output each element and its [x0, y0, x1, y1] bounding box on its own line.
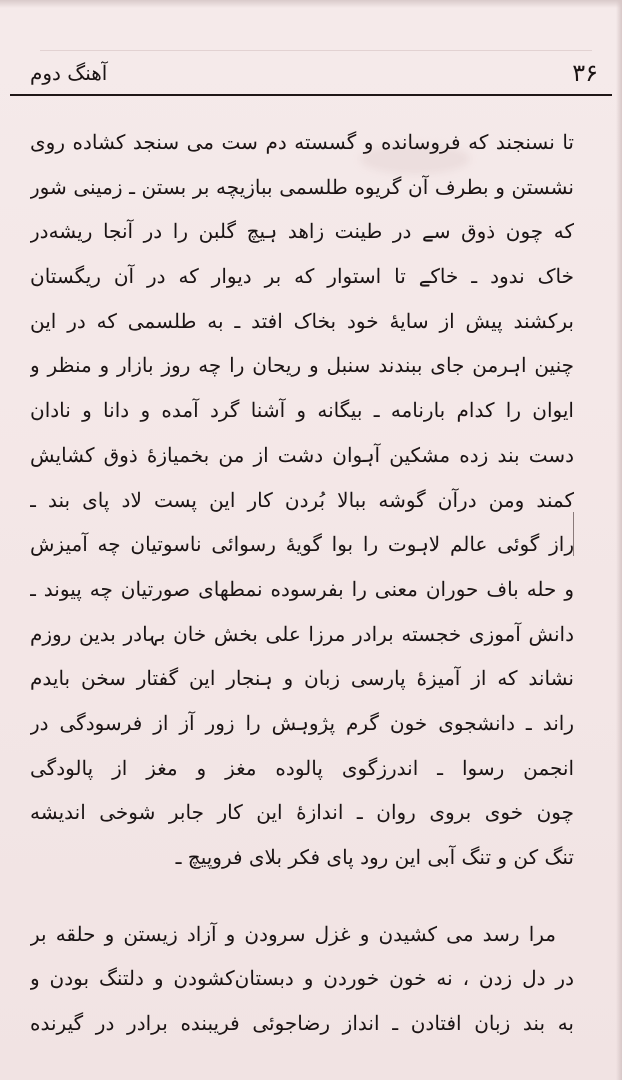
- text-line: راند ـ دانشجوی خون گرم پژوہش را زور آز از فرسودگی در: [30, 710, 574, 735]
- text-line: چون خوی بروی روان ـ اندازهٔ این کار جابر شوخی اندیشه: [30, 800, 574, 825]
- margin-mark: [573, 512, 574, 556]
- text-line: تا نسنجند که فروسانده و گسسته دم ست می سنجد کشاده روی: [30, 130, 574, 154]
- text-line: در دل زدن ، نه خون خوردن و دبستان‌کشودن و دلتنگ بودن و: [30, 966, 574, 991]
- page-edge-shadow-right: [616, 0, 622, 1080]
- paragraph-1: [30, 120, 574, 880]
- text-line: و حله باف حوران معنی را بفرسوده نمطهای صورتیان چه پیوند ـ: [30, 576, 574, 601]
- body-text: [30, 120, 574, 1046]
- text-line: راز گوئی عالم لاہوت را بوا گویه‌ٔ رسوائی ناسوتیان چه آمیزش: [30, 532, 574, 557]
- page-header: [12, 56, 610, 96]
- text-line: چنین اہرمن جای ببندند سنبل و ریحان را چه روز بازار و منظر و: [30, 353, 574, 378]
- text-line: انجمن رسوا ـ اندرزگوی پالوده مغز و مغز از پالودگی: [30, 755, 574, 780]
- text-line: نشاند که از آمیزهٔ پارسی زبان و ہنجار این گفتار سخن بایدم: [30, 666, 574, 691]
- header-rule: [10, 94, 612, 96]
- text-line: کمند ومن درآن گوشه ببالا بُردن کار این پست لاد پای بند ـ: [30, 487, 574, 512]
- text-line: تنگ کن و تنگ آبی این رود پای فکر بلای فروپیچ ـ: [175, 845, 574, 869]
- text-line: نشستن و بطرف آن گریوه طلسمی ببازیچه بر بستن ـ زمینی شور: [30, 174, 574, 199]
- text-line: ایوان را کدام بارنامه ـ بیگانه و آشنا گرد آمده و دانا و نادان: [30, 398, 574, 423]
- text-line: دانش آموزی خجسته برادر مرزا علی بخش خان بہادر بدین روزم: [30, 621, 574, 646]
- page-number: ۳۶: [572, 59, 598, 87]
- faint-top-rule: [40, 50, 592, 51]
- text-line: خاک ندود ـ خاکے تا استوار که بر دیوار که در آن ریگستان: [30, 264, 574, 289]
- running-title: آهنگ دوم: [30, 61, 108, 85]
- text-line: دست بند زده مشکین آہوان دشت از من بخمیازه‌ٔ ذوق کشایش: [30, 442, 574, 467]
- page-edge-shadow: [0, 0, 622, 8]
- paragraph-2: [30, 912, 574, 1046]
- text-line: به بند زبان افتادن ـ انداز رضاجوئی فریبنده برادر در گیرنده: [30, 1011, 574, 1036]
- text-line: برکشند پیش از سایه‌ٔ خود بخاک افتد ـ به طلسمی که در این: [30, 308, 574, 333]
- text-line: مرا رسد می کشیدن و غزل سرودن و آزاد زیستن و حلقه بر: [30, 921, 556, 946]
- text-line: که چون ذوق سے در طینت زاهد ہیچ گلبن را در آنجا ریشه‌در: [30, 219, 574, 244]
